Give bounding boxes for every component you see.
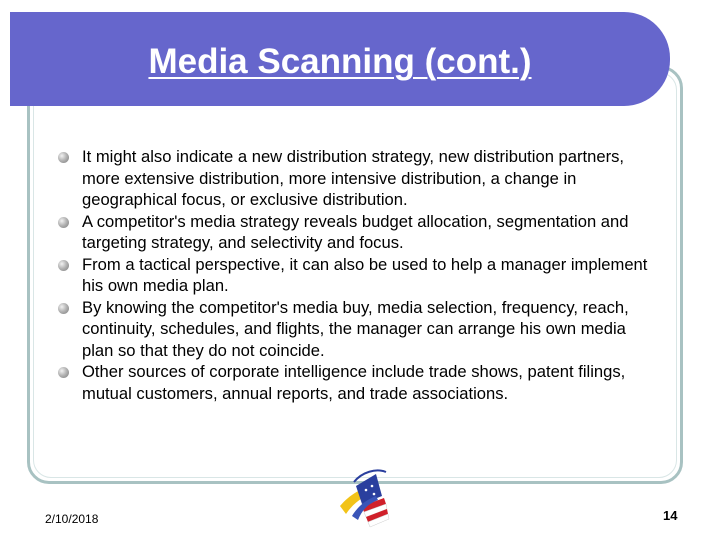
bullet-dot-icon: [58, 303, 69, 314]
bullet-text: It might also indicate a new distribution strategy, new distribution partners, more extensive distribution, more intensive distribution, a change in geographical focus, or exclusive distribution.: [82, 147, 625, 209]
bullet-item: [58, 297, 648, 362]
footer-date: 2/10/2018: [45, 512, 99, 526]
title-underline-rule: [40, 107, 648, 110]
bullet-item: [58, 361, 648, 404]
slide-title: Media Scanning (cont.): [148, 42, 532, 81]
bullet-item: [58, 146, 648, 211]
bullet-text: From a tactical perspective, it can also be used to help a manager implement his own media plan.: [82, 254, 648, 295]
bullet-text: By knowing the competitor's media buy, media selection, frequency, reach, continuity, schedules, and flights, the manager can arrange his own media plan so that they do not coincide.: [82, 297, 629, 360]
bullet-list: [58, 146, 648, 404]
flag-logo-icon: [336, 466, 392, 532]
bullet-item: [58, 254, 648, 297]
bullet-text: A competitor's media strategy reveals budget allocation, segmentation and targeting strategy, and selectivity and focus.: [82, 211, 629, 252]
bullet-dot-icon: [58, 152, 69, 163]
page-number: 14: [663, 508, 678, 523]
title-band: [10, 12, 670, 106]
bullet-dot-icon: [58, 367, 69, 378]
bullet-item: [58, 211, 648, 254]
bullet-dot-icon: [58, 217, 69, 228]
bullet-dot-icon: [58, 260, 69, 271]
bullet-text: Other sources of corporate intelligence include trade shows, patent filings, mutual customers, annual reports, and trade associations.: [82, 362, 626, 403]
